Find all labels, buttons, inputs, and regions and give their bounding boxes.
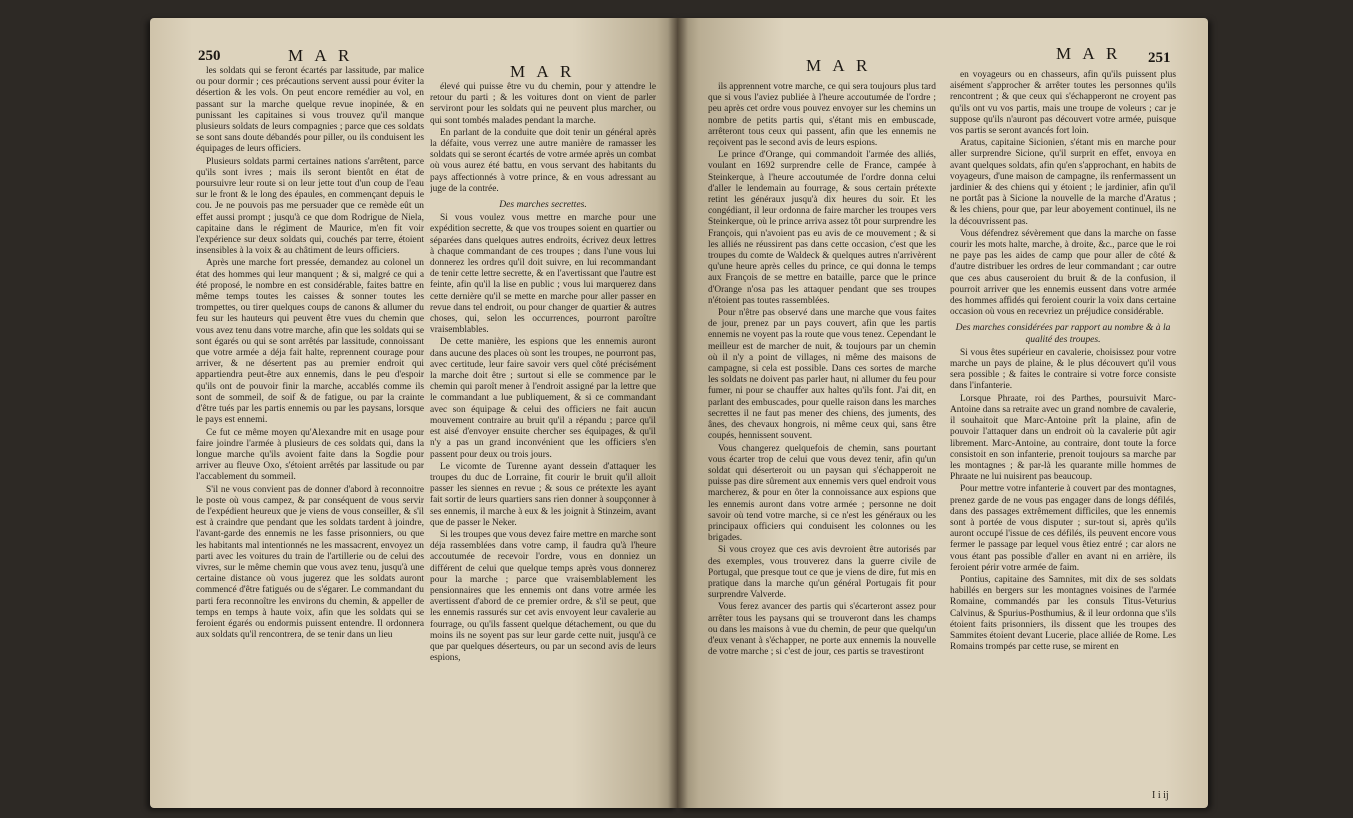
right-column-1 (708, 82, 936, 808)
paragraph: Lorsque Phraate, roi des Parthes, poursuivit Marc-Antoine dans sa retraite avec un grand nombre de cavalerie, il souhaitoit que Marc-Antoine prît la plaine, afin de pouvoir l'attaquer dans un endroit où la cavalerie pût agir librement. Marc-Antoine, au contraire, dont toute la force consistoit en son infanterie, prenoit toujours sa marche par les montagnes ; & par-là les quarante mille hommes de Phraate ne lui nuisirent pas beaucoup. (950, 393, 1176, 483)
right-page-number: 251 (1148, 50, 1171, 66)
left-column-2 (430, 82, 656, 808)
paragraph: Si les troupes que vous devez faire mettre en marche sont déja rassemblées dans votre camp, il faudra qu'à l'heure accoutumée de recevoir l'ordre, vous en donniez un différent de celui que quelque temps après vous donnerez pour la marche ; parce que vraisemblablement les pensionnaires que les ennemis ont dans votre armée les avertissent d'abord de ce premier ordre, & s'il se peut, que les ennemis rassurés sur cet avis envoyent leur cavalerie au fourrage, ou qu'ils fassent quelque détachement, ou que du moins ils ne soyent pas sur leur garde cette nuit, jusqu'à ce que par quelques déserteurs, ou par un second avis de leurs espions, (430, 529, 656, 664)
section-heading: Des marches considérées par rapport au nombre & à la qualité des troupes. (955, 322, 1171, 345)
paragraph: les soldats qui se feront écartés par lassitude, par malice ou pour dormir ; ces précautions servent aussi pour éviter la désertion & les vols. On peut encore remédier au vol, en passant sur la marche quelque revue inopinée, & en punissant les capitaines si vous trouvez qu'il manque plusieurs soldats de leurs compagnies ; parce que ces soldats se sont sans doute débandés pour piller, ou ils conduisent les équipages de leurs officiers. (196, 66, 424, 155)
paragraph: Le prince d'Orange, qui commandoit l'armée des alliés, voulant en 1692 surprendre celle de France, campée à Steinkerque, à l'heure accoutumée de l'ordre donna celui d'aller le lendemain au fourrage, & sous certain prétexte retint les généraux jusqu'à dix heures du soir. Et les congédiant, il leur ordonna de faire marcher les troupes vers Steinkerque, où le prince arriva assez tôt pour surprendre les François, qui n'avoient pas eu avis de ce mouvement ; & si les alliés ne réussirent pas dans cette occasion, c'est que les troupes du comte de Waldeck & quelques autres n'arrivèrent qu'une heure après celles du prince, ce qui donna le temps aux François de se mettre en bataille, parce que le prince d'Orange n'osa pas les attaquer pendant que ses troupes n'étoient pas toutes rassemblées. (708, 150, 936, 306)
paragraph: Vous changerez quelquefois de chemin, sans pourtant vous écarter trop de celui que vous devez tenir, afin qu'un soldat qui déserteroit ou un paysan qui s'échapperoit ne puisse pas dire sûrement aux ennemis vers quel endroit vous marcherez, & pour en ôter la connoissance aux espions que les ennemis auront dans votre armée ; personne ne doit savoir où tend votre marche, si ce n'est les généraux ou les principaux officiers qui conduisent les colonnes ou les brigades. (708, 443, 936, 544)
paragraph: ils apprennent votre marche, ce qui sera toujours plus tard que si vous l'aviez publiée à l'heure accoutumée de l'ordre ; peu après cet ordre vous pouvez envoyer sur les chemins un nombre de petits partis qui, s'étant mis en embuscade, arrêteront tous ceux qui passent, afin que les ennemis ne reçoivent pas le second avis de leurs espions. (708, 82, 936, 149)
paragraph: Vous ferez avancer des partis qui s'écarteront assez pour arrêter tous les paysans qui se trouveront dans les champs ou dans les maisons à vue du chemin, de peur que quelqu'un d'eux venant à s'échapper, ne porte aux ennemis la nouvelle de votre marche ; si c'est de jour, ces partis se travestiront (708, 602, 936, 658)
paragraph: Plusieurs soldats parmi certaines nations s'arrêtent, parce qu'ils sont ivres ; mais ils seront bientôt en état de poursuivre leur route si on leur jette tout d'un coup de l'eau sur le front & le long des épaules, en commençant depuis le cou. Je ne pouvois pas me persuader que ce remède eût un effet aussi prompt ; jusqu'à ce que dom Rodrigue de Niela, capitaine dans le régiment de Maurice, m'en fit voir l'expérience sur deux soldats qui, couchés par terre, étoient insensibles à la voix & au châtiment de leurs officiers. (196, 156, 424, 257)
left-column-1 (196, 66, 424, 804)
paragraph: Si vous voulez vous mettre en marche pour une expédition secrette, & que vos troupes soient en quartier ou séparées dans quelques autres endroits, écrivez deux lettres à chaque commandant de ces troupes ; dans l'une vous lui donnerez les ordres qu'il doit suivre, en lui recommandant de tenir cette lettre secrette, & en l'avertissant que l'autre est feinte, afin qu'il la lise en public ; vous lui marquerez dans cette dernière qu'il se mette en marche pour aller passer en revue dans tel endroit, ou pour changer de quartier & autres choses, qui, selon les occurrences, pourront paroître vraisemblables. (430, 213, 656, 336)
paragraph: De cette manière, les espions que les ennemis auront dans aucune des places où sont les troupes, ne pourront pas, avec certitude, leur faire savoir vers quel côté précisément la marche doit être ; surtout si elle se commence par le chemin qui paroît mener à l'endroit assigné par la lettre que le commandant a lue publiquement, & si ce commandant avec son équipage & celui des officiers ne fait aucun mouvement contraire au bruit qu'il a répandu ; parce qu'il est aisé d'envoyer ensuite chercher ses équipages, & qu'il n'y a pas un grand inconvénient que les officiers s'en passent pour deux ou trois jours. (430, 337, 656, 460)
paragraph: Le vicomte de Turenne ayant dessein d'attaquer les troupes du duc de Lorraine, fit courir le bruit qu'il alloit passer les siennes en revue ; & sous ce prétexte les ayant fait sortir de leurs quartiers sans rien donner à soupçonner à ses ennemis, il marche à eux & les joignit à Stinzeim, avant que de passer le Neker. (430, 461, 656, 528)
paragraph: élevé qui puisse être vu du chemin, pour y attendre le retour du parti ; & les voitures dont on vient de parler serviront pour les soldats qui ne peuvent plus marcher, ou qui sont tombés malades pendant la marche. (430, 82, 656, 126)
paragraph: Si vous croyez que ces avis devroient être autorisés par des exemples, vous trouverez dans la guerre civile de Portugal, que presque tout ce que je viens de dire, fut mis en pratique dans la marche qu'un général Portugais fit pour surprendre Valverde. (708, 545, 936, 601)
paragraph: En parlant de la conduite que doit tenir un général après la défaite, vous verrez une autre manière de ramasser les soldats qui se seront écartés de votre armée après un combat où vous aurez été battu, en vous servant des habitants du pays affectionnés à votre prince, & en vous adressant au juge de la contrée. (430, 127, 656, 194)
paragraph: Après une marche fort pressée, demandez au colonel un état des hommes qui leur manquent ; & si, malgré ce qui a été proposé, le nombre en est considérable, faites battre en même temps toutes les caisses & sonner toutes les trompettes, ou tirer quelques coups de canons & allumer du feu sur les hauteurs qui peuvent être vues du chemin que vous avez tenu dans votre marche, afin que les soldats qui se sont égarés ou qui se sont arrêtés par lassitude, connoissant que votre armée a déja fait halte, reprennent courage pour arriver, & ne désertent pas au premier endroit qui appartiendra peut-être aux ennemis, dans le peu d'espoir qu'ils ont de pouvoir finir la marche, accablés comme ils sont de sommeil, de soif & de fatigue, ou par la crainte d'être tués par les partis ennemis ou par les paysans, lorsque le pays est ennemi. (196, 258, 424, 426)
left-page-number: 250 (198, 48, 221, 64)
left-page (150, 18, 678, 808)
paragraph: Pour mettre votre infanterie à couvert par des montagnes, prenez garde de ne vous pas engager dans de longs défilés, dans des passages extrêmement difficiles, que les ennemis sont à portée de vous disputer ; sur-tout si, après qu'ils auront occupé l'issue de ces défilés, ils peuvent encore vous fermer le passage par lequel vous êtiez entré ; car alors ne vous étant pas possible d'aller en avant ni en arrière, ils feroient périr votre armée de faim. (950, 484, 1176, 573)
right-running-head-1: M A R (806, 56, 872, 75)
right-running-head-2: M A R (1056, 44, 1122, 63)
paragraph: Vous défendrez sévèrement que dans la marche on fasse courir les mots halte, marche, à droite, &c., parce que le roi ne paye pas les aides de camp que pour aller de côté & d'autre distribuer les ordres de leur commandant ; car outre que ces abus causeroient du bruit & de la confusion, il pourroit arriver que les ennemis eussent dans votre armée des hommes affidés qui feroient courir la voix dans certaine occasion où vous en recevriez un préjudice considérable. (950, 228, 1176, 318)
paragraph: S'il ne vous convient pas de donner d'abord à reconnoitre le poste où vous campez, & par conséquent de vous servir de l'expédient heureux que je viens de vous conseiller, & s'il est à craindre que pendant que les soldats tardent à joindre, l'avant-garde des ennemis ne les fasse prisonniers, ou que les habitants mal intentionnés ne les massacrent, envoyez un parti avec les voitures du train de l'artillerie ou de celui des vivres, sur le même chemin que vous avez tenu, jusqu'à une certaine distance où vous jugerez que les soldats auront commencé d'être fatigués ou de s'égarer. Le commandant du parti fera reconnoître les environs du chemin, & appeller de temps en temps à haute voix, afin que les soldats qui se feroient égarés ou endormis puissent entendre. Il ordonnera aux soldats qu'il rencontrera, de se tenir dans un lieu (196, 484, 424, 641)
paragraph: Aratus, capitaine Sicionien, s'étant mis en marche pour aller surprendre Sicione, qu'il surprit en effet, envoya en avant quelques soldats, afin qu'en s'approchant, en habits de voyageurs, d'une maison de campagne, ils renfermassent un jardinier & des chiens qui y étoient ; le jardinier, afin qu'il ne portât pas à Sicione la nouvelle de la marche d'Aratus ; & les chiens, pour que, par leur aboyement continuel, ils ne la découvrissent pas. (950, 138, 1176, 227)
paragraph: en voyageurs ou en chasseurs, afin qu'ils puissent plus aisément s'approcher & arrêter toutes les personnes qu'ils rencontrent ; & que ceux qui s'échapperont ne croyent pas qu'ils ont vu vos partis, mais une troupe de voleurs ; car je suppose qu'ils n'auront pas découvert votre armée, puisque vos partis se seront avancés fort loin. (950, 70, 1176, 137)
paragraph: Si vous êtes supérieur en cavalerie, choisissez pour votre marche un pays de plaine, & le plus découvert qu'il vous sera possible ; & faites le contraire si votre force consiste dans l'infanterie. (950, 347, 1176, 392)
right-column-2 (950, 70, 1176, 790)
right-page (678, 18, 1208, 808)
paragraph: Pontius, capitaine des Samnites, mit dix de ses soldats habillés en bergers sur les montagnes voisines de l'armée Romaine, commandés par les consuls Titus-Veturius Calvinus, & Spurius-Posthumius, & il leur ordonna que s'ils étoient faits prisonniers, ils dissent que les troupes des Sammites étoient devant Lucerie, place alliée de Rome. Les Romains trompés par cette ruse, se mirent en (950, 574, 1176, 653)
left-running-head-2: M A R (510, 62, 576, 81)
right-page-header (678, 44, 1208, 75)
left-page-header (150, 46, 678, 81)
paragraph: Pour n'être pas observé dans une marche que vous faites de jour, prenez par un pays couvert, afin que les partis ennemis ne voyent pas la route que vous tenez. Cependant le meilleur est de marcher de nuit, & toujours par un chemin où il n'y a point de villages, ni même des maisons de campagne, si cela est possible. Dans ces sortes de marche les soldats ne doivent pas parler haut, ni allumer du feu pour fumer, ni pour se chauffer aux haltes qu'ils font. J'ai dit, en parlant des embuscades, pour quelle raison dans les marches secrettes il ne faut pas mener des chiens, des juments, des ânes, des chevaux hongrois, ni même ceux qui, sans être coupés, hennissent souvent. (708, 308, 936, 442)
left-running-head-1: M A R (288, 46, 354, 65)
paragraph: Ce fut ce même moyen qu'Alexandre mit en usage pour faire joindre l'armée à plusieurs de ces soldats qui, dans la longue marche qu'ils avoient faite dans la Sogdie pour arriver au fleuve Oxo, s'étoient arrêtés par lassitude ou par l'accablement du sommeil. (196, 427, 424, 483)
signature-mark: I i ij (1152, 790, 1169, 801)
section-heading: Des marches secrettes. (499, 199, 587, 211)
